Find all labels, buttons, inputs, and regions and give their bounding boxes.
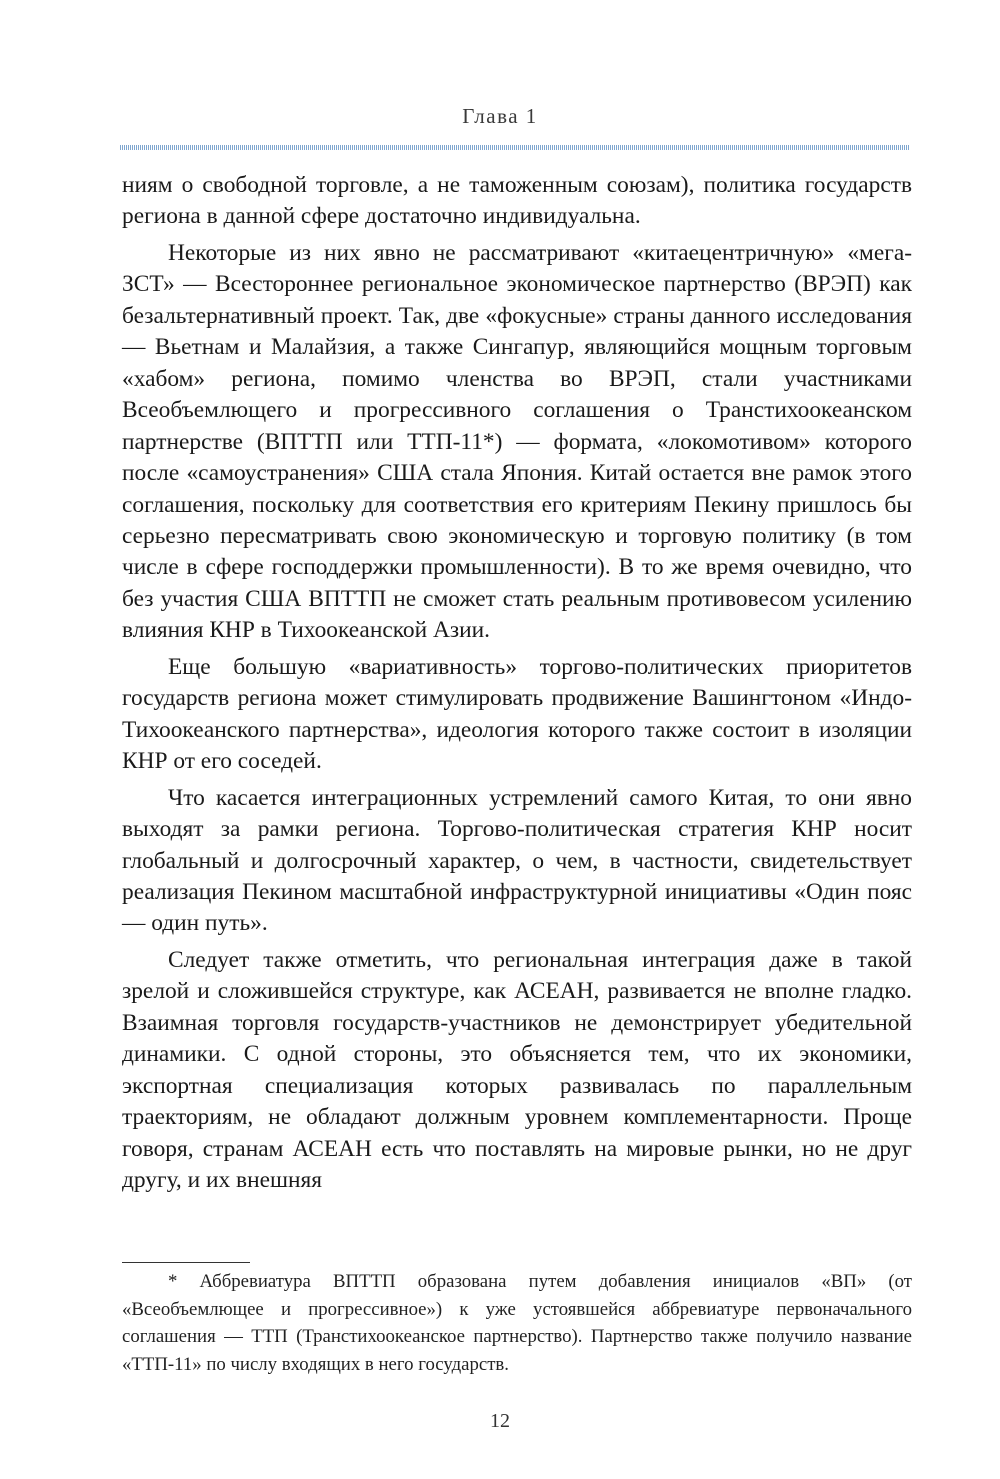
header-divider — [120, 145, 910, 150]
page-number: 12 — [490, 1410, 510, 1432]
running-head: Глава 1 — [462, 104, 538, 128]
footnote-divider — [122, 1262, 250, 1263]
footnote: * Аббревиатура ВПТТП образована путем добавления инициалов «ВП» (от «Всеобъемлющее и прогрессивное») к уже устоявшейся аббревиатуре первоначального соглашения — ТТП (Транстихоокеанское партнерство). Партнерство также получило название «ТТП-11» по числу входящих в него государств. — [122, 1271, 912, 1375]
paragraph: Некоторые из них явно не рассматривают «китаецентричную» «мега-ЗСТ» — Всестороннее региональное экономическое партнерство (ВРЭП) как безальтернативный проект. Так, две «фокусные» страны данного исследования — Вьетнам и Малайзия, а также Сингапур, являющийся мощным торговым «хабом» региона, помимо членства во ВРЭП, стали участниками Всеобъемлющего и прогрессивного соглашения о Транстихоокеанском партнерстве (ВПТТП или ТТП-11*) — формата, «локомотивом» которого после «самоустранения» США стала Япония. Китай остается вне рамок этого соглашения, поскольку для соответствия его критериям Пекину пришлось бы серьезно пересматривать свою экономическую и торговую политику (в том числе в сфере господдержки промышленности). В то же время очевидно, что без участия США ВПТТП не сможет стать реальным противовесом усилению влияния КНР в Тихоокеанской Азии. — [122, 239, 912, 644]
paragraph: Следует также отметить, что региональная интеграция даже в такой зрелой и сложившейся структуре, как АСЕАН, развивается не вполне гладко. Взаимная торговля государств-участников не демонстрирует убедительной динамики. С одной стороны, это объясняется тем, что их экономики, экспортная специализация которых развивалась по параллельным траекториям, не обладают должным уровнем комплементарности. Проще говоря, странам АСЕАН есть что поставлять на мировые рынки, но не друг другу, и их внешняя — [122, 946, 912, 1194]
paragraph: Еще большую «вариативность» торгово-политических приоритетов государств региона может стимулировать продвижение Вашингтоном «Индо-Тихоокеанского партнерства», идеология которого также состоит в изоляции КНР от его соседей. — [122, 653, 912, 775]
paragraph: Что касается интеграционных устремлений самого Китая, то они явно выходят за рамки региона. Торгово-политическая стратегия КНР носит глобальный и долгосрочный характер, о чем, в частности, свидетельствует реализация Пекином масштабной инфраструктурной инициативы «Один пояс — один путь». — [122, 784, 912, 937]
body-text — [122, 170, 912, 1197]
paragraph-continued: ниям о свободной торговле, а не таможенным союзам), политика государств региона в данной сфере достаточно индивидуальна. — [122, 172, 912, 230]
